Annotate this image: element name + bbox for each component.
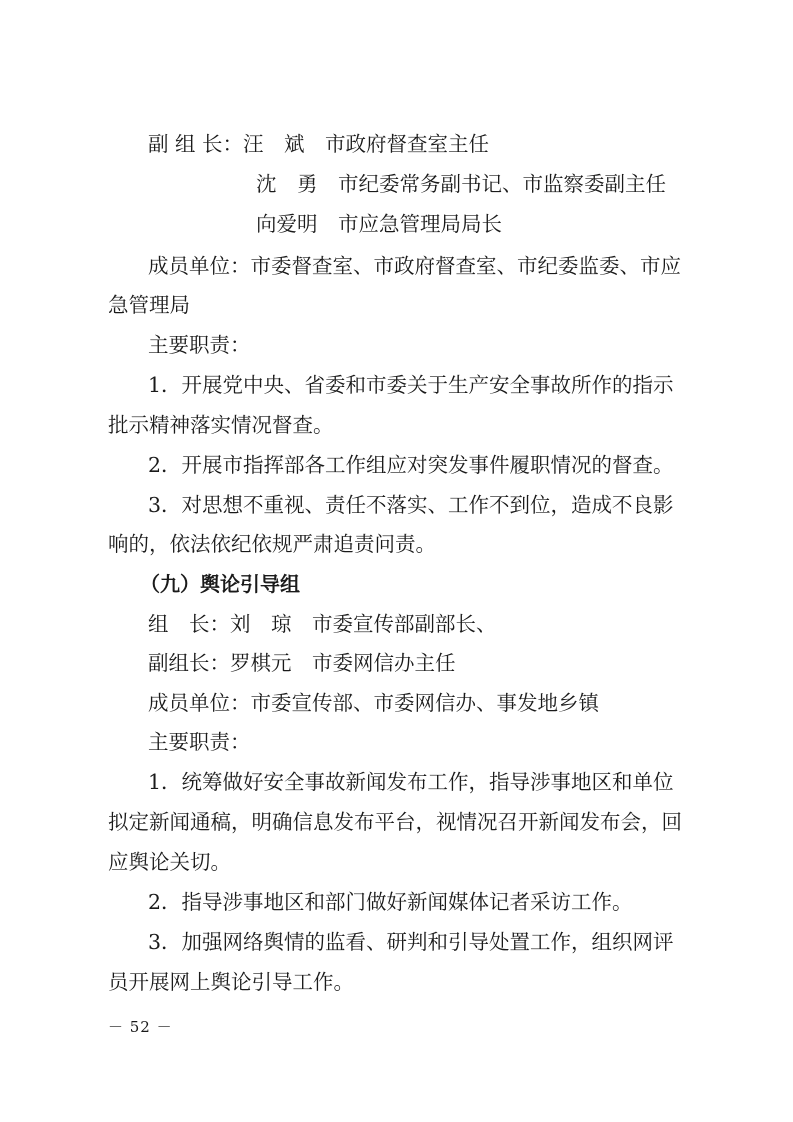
- duty-3-line-1: 3．加强网络舆情的监看、研判和引导处置工作，组织网评: [148, 930, 674, 954]
- deputy-title: 市应急管理局局长: [338, 212, 502, 236]
- duty-3-line-1: 3．对思想不重视、责任不落实、工作不到位，造成不良影: [148, 493, 674, 517]
- deputy-leader-line-1: [148, 131, 489, 157]
- deputy-title: 市纪委常务副书记、市监察委副主任: [338, 172, 666, 196]
- duty-3-line-2: 员开展网上舆论引导工作。: [108, 970, 354, 994]
- duty-1-line-1: 1．开展党中央、省委和市委关于生产安全事故所作的指示: [148, 373, 674, 397]
- duty-2: 2．开展市指挥部各工作组应对突发事件履职情况的督查。: [148, 453, 674, 477]
- duty-1-line-3: 应舆论关切。: [108, 850, 231, 874]
- duty-2: 2．指导涉事地区和部门做好新闻媒体记者采访工作。: [148, 890, 633, 914]
- deputy-leader-line: 副组长：罗棋元 市委网信办主任: [148, 651, 456, 675]
- deputy-leader-line-3: [256, 211, 502, 237]
- leader-line: 组 长：刘 琼 市委宣传部副部长、: [148, 612, 497, 636]
- deputy-leader-label: 副 组 长：: [148, 132, 244, 156]
- duties-label: 主要职责：: [148, 730, 251, 754]
- page-number: － 52 －: [108, 1018, 173, 1036]
- members-line-2: 急管理局: [108, 293, 190, 317]
- section-heading: （九）舆论引导组: [140, 572, 300, 596]
- members-line-1: 成员单位：市委督查室、市政府督查室、市纪委监委、市应: [148, 254, 681, 278]
- deputy-leader-line-2: [256, 171, 666, 197]
- duty-1-line-1: 1．统筹做好安全事故新闻发布工作，指导涉事地区和单位: [148, 770, 674, 794]
- duty-3-line-2: 响的，依法依纪依规严肃追责问责。: [108, 532, 436, 556]
- deputy-name: 向爱明: [256, 212, 318, 236]
- members-line: 成员单位：市委宣传部、市委网信办、事发地乡镇: [148, 691, 599, 715]
- deputy-name: 沈 勇: [256, 172, 318, 196]
- duties-label: 主要职责：: [148, 333, 251, 357]
- duty-1-line-2: 拟定新闻通稿，明确信息发布平台，视情况召开新闻发布会，回: [108, 810, 682, 834]
- deputy-name: 汪 斌: [243, 132, 305, 156]
- duty-1-line-2: 批示精神落实情况督查。: [108, 413, 334, 437]
- deputy-title: 市政府督查室主任: [325, 132, 490, 156]
